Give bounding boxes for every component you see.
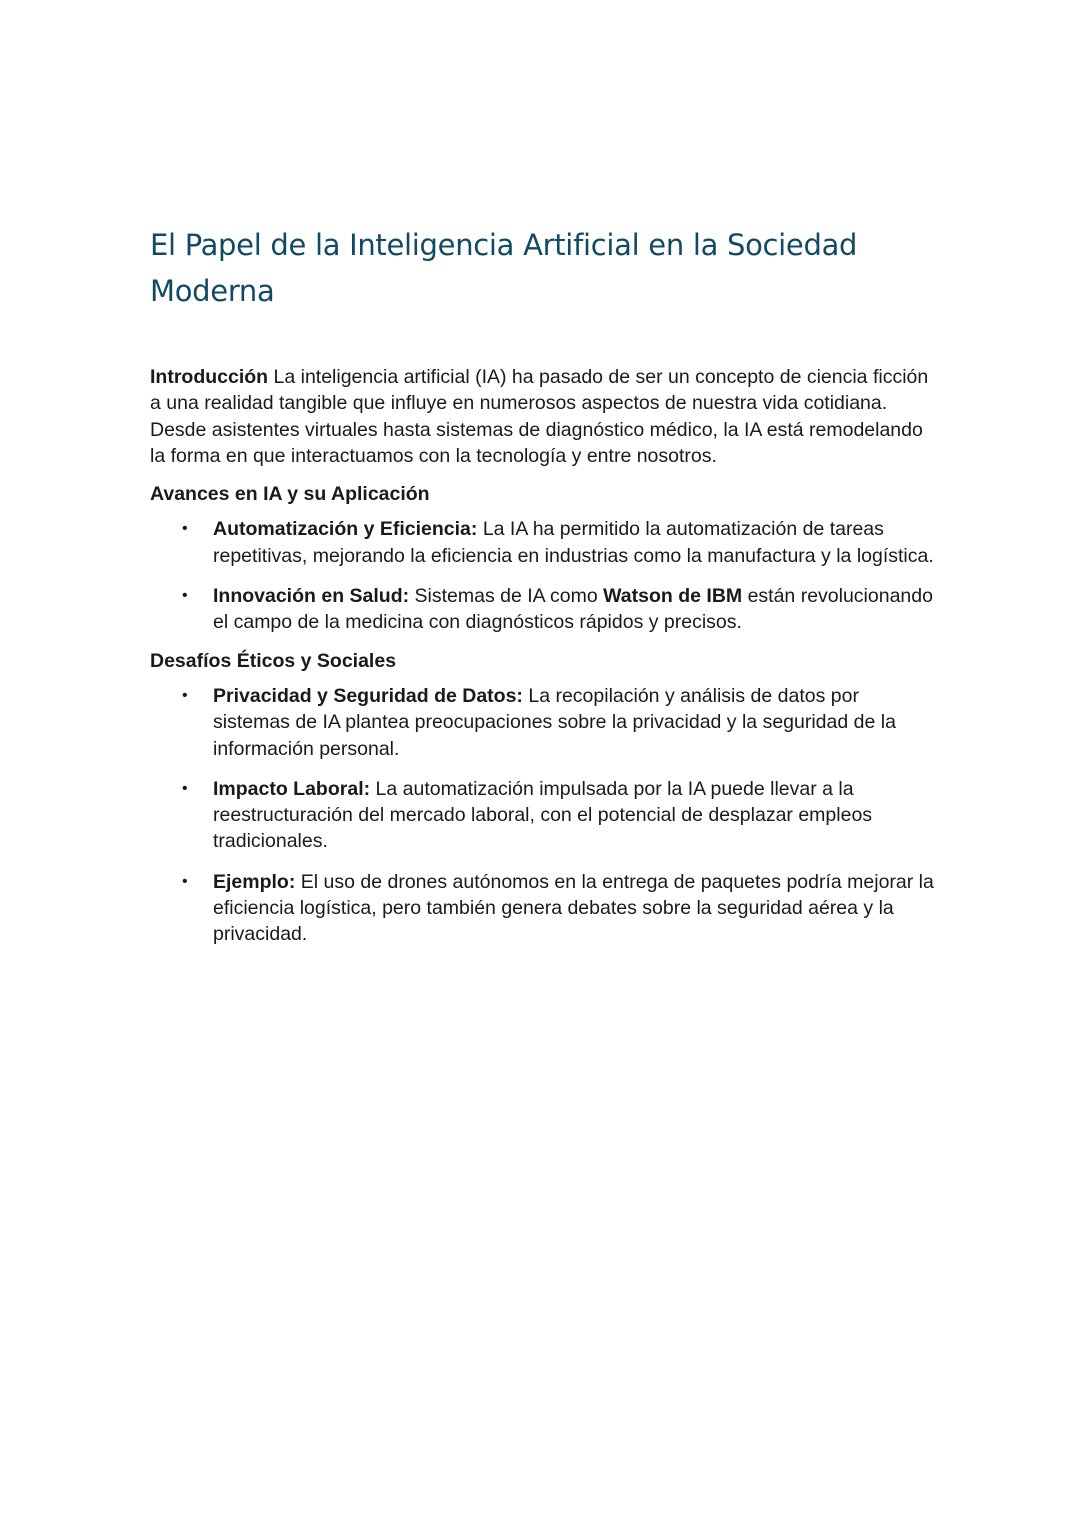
item-text-after: están revolucionando el campo de la medicina con diagnósticos rápidos y precisos.: [213, 585, 933, 634]
section-heading-desafios: Desafíos Éticos y Sociales: [150, 649, 397, 672]
desafios-list: [150, 683, 940, 948]
bullet-icon: •: [182, 520, 188, 538]
bullet-icon: •: [182, 686, 188, 704]
list-item-ejemplo: [150, 869, 940, 948]
item-label: Ejemplo:: [213, 870, 296, 893]
item-text-before: Sistemas de IA como: [414, 585, 598, 608]
item-text: La recopilación y análisis de datos por sistemas de IA plantea preocupaciones sobre la privacidad y la seguridad de la información personal.: [213, 684, 896, 760]
item-label: Impacto Laboral:: [213, 777, 371, 800]
section-heading-avances: Avances en IA y su Aplicación: [150, 483, 430, 506]
item-label: Automatización y Eficiencia:: [213, 518, 478, 541]
bullet-icon: •: [182, 779, 188, 797]
list-item-innovacion-salud: [150, 583, 940, 636]
list-item-impacto-laboral: [150, 776, 940, 855]
item-text: El uso de drones autónomos en la entrega de paquetes podría mejorar la eficiencia logística, pero también genera debates sobre la seguridad aérea y la privacidad.: [213, 870, 934, 946]
list-item-automatizacion: [150, 516, 940, 569]
item-label: Privacidad y Seguridad de Datos:: [213, 684, 523, 707]
document-title: El Papel de la Inteligencia Artificial en la Sociedad Moderna: [150, 228, 858, 308]
bullet-icon: •: [182, 872, 188, 890]
item-emphasis: Watson de IBM: [603, 585, 743, 608]
bullet-icon: •: [182, 587, 188, 605]
document-page: [150, 222, 940, 948]
intro-paragraph: [150, 364, 940, 469]
intro-label: Introducción: [150, 366, 269, 388]
item-text: La IA ha permitido la automatización de tareas repetitivas, mejorando la eficiencia en industrias como la manufactura y la logística.: [213, 518, 934, 567]
list-item-privacidad: [150, 683, 940, 762]
intro-text: La inteligencia artificial (IA) ha pasado de ser un concepto de ciencia ficción a una realidad tangible que influye en numerosos aspectos de nuestra vida cotidiana. Desde asistentes virtuales hasta sistemas de diagnóstico médico, la IA está remodelando la forma en que interactuamos con la tecnología y entre nosotros.: [150, 366, 929, 467]
item-label: Innovación en Salud:: [213, 585, 410, 608]
item-text: La automatización impulsada por la IA puede llevar a la reestructuración del mercado laboral, con el potencial de desplazar empleos tradicionales.: [213, 777, 873, 853]
avances-list: [150, 516, 940, 635]
